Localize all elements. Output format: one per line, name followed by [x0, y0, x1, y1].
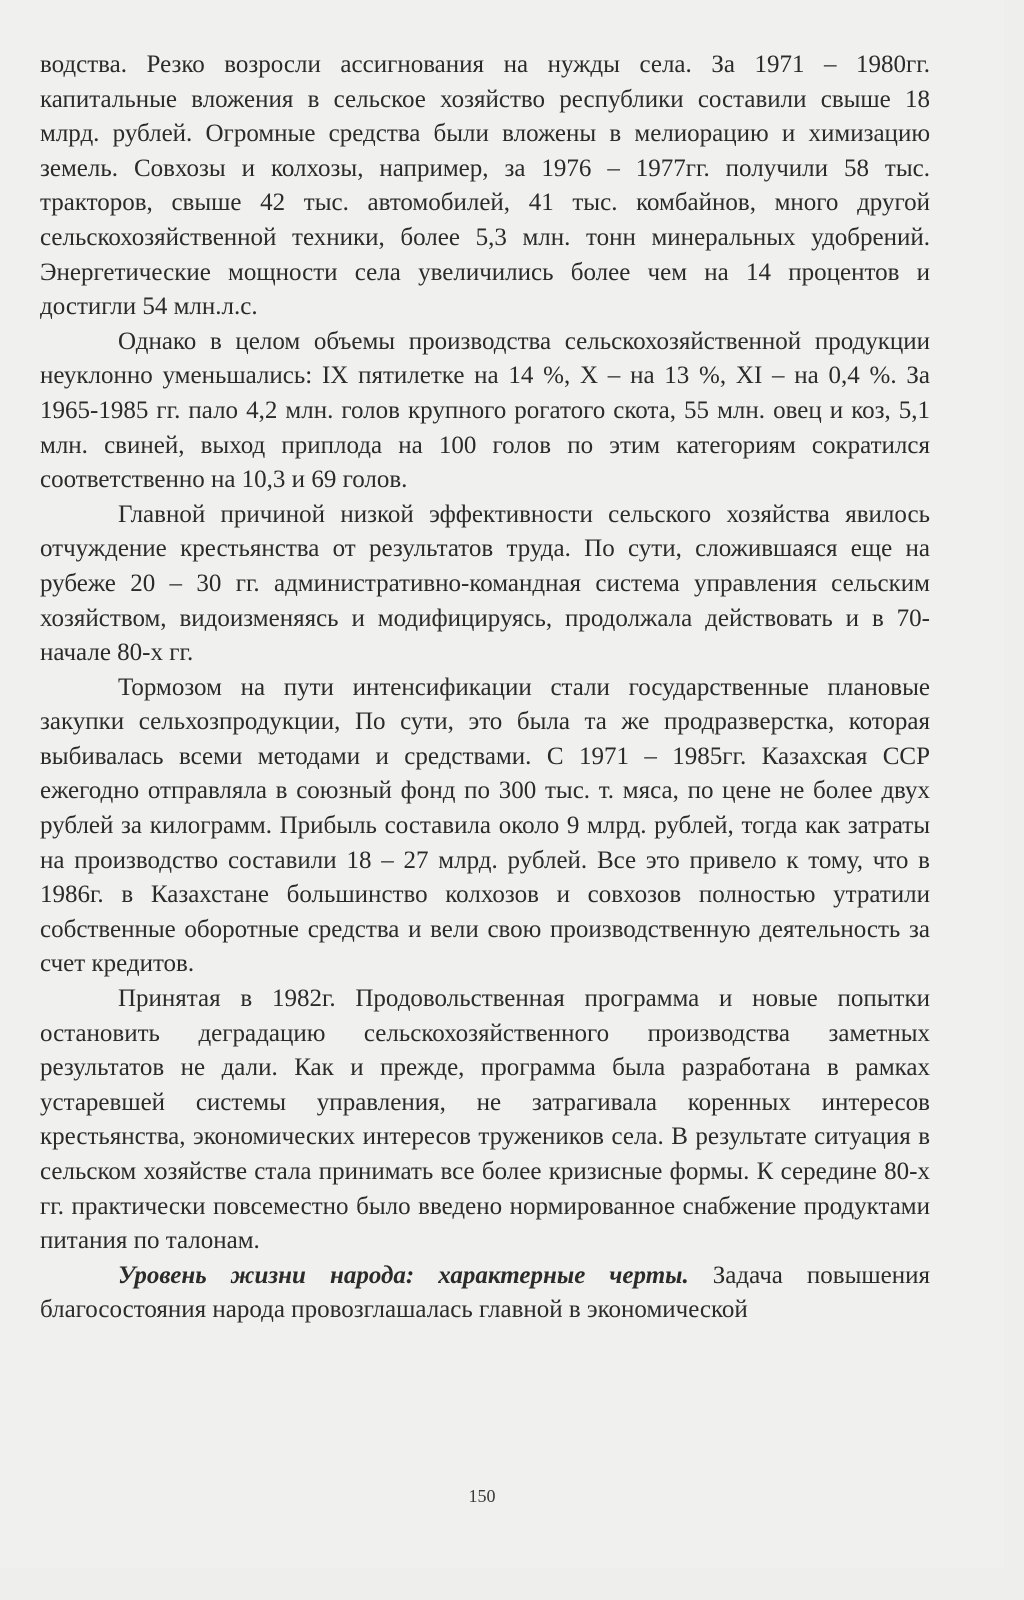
paragraph-1: водства. Резко возросли ассигнования на нужды села. За 1971 – 1980гг. капитальные вложения в сельское хозяйство республики составили свыше 18 млрд. рублей. Огромные средства были вложены в мелиорацию и химизацию земель. Совхозы и колхозы, например, за 1976 – 1977гг. получили 58 тыс. тракторов, свыше 42 тыс. автомобилей, 41 тыс. комбайнов, много другой сельскохозяйственной техники, более 5,3 млн. тонн минеральных удобрений. Энергетические мощности села увеличились более чем на 14 процентов и достигли 54 млн.л.с.: [40, 51, 930, 321]
paragraph-5: Принятая в 1982г. Продовольственная программа и новые попытки остановить деградацию сельскохозяйственного производства заметных результатов не дали. Как и прежде, программа была разработана в рамках устаревшей системы управления, не затрагивала коренных интересов крестьянства, экономических интересов тружеников села. В результате ситуация в сельском хозяйстве стала принимать все более кризисные формы. К середине 80-х гг. практически повсеместно было введено нормированное снабжение продуктами питания по талонам.: [40, 985, 930, 1255]
paragraph-6: [40, 1259, 930, 1328]
paragraph-4: Тормозом на пути интенсификации стали государственные плановые закупки сельхозпродукции, По сути, это была та же продразверстка, которая выбивалась всеми методами и средствами. С 1971 – 1985гг. Казахская ССР ежегодно отправляла в союзный фонд по 300 тыс. т. мяса, по цене не более двух рублей за килограмм. Прибыль составила около 9 млрд. рублей, тогда как затраты на производство составили 18 – 27 млрд. рублей. Все это привело к тому, что в 1986г. в Казахстане большинство колхозов и совхозов полностью утратили собственные оборотные средства и вели свою производственную деятельность за счет кредитов.: [40, 673, 930, 978]
paragraph-2: Однако в целом объемы производства сельскохозяйственной продукции неуклонно уменьшались: IX пятилетке на 14 %, X – на 13 %, XI – на 0,4 %. За 1965-1985 гг. пало 4,2 млн. голов крупного рогатого скота, 55 млн. овец и коз, 5,1 млн. свиней, выход приплода на 100 голов по этим категориям сократился соответственно на 10,3 и 69 голов.: [40, 327, 930, 494]
page-number: 150: [468, 1486, 496, 1506]
paragraph-6-text: Задача повышения благосостояния народа провозглашалась главной в экономической: [40, 1261, 930, 1324]
body-text: [40, 48, 930, 1328]
section-heading: Уровень жизни народа: характерные черты.: [118, 1261, 689, 1289]
paragraph-3: Главной причиной низкой эффективности сельского хозяйства явилось отчуждение крестьянства от результатов труда. По сути, сложившаяся еще на рубеже 20 – 30 гг. административно-командная система управления сельским хозяйством, видоизменяясь и модифицируясь, продолжала действовать и в 70- начале 80-х гг.: [40, 500, 930, 667]
